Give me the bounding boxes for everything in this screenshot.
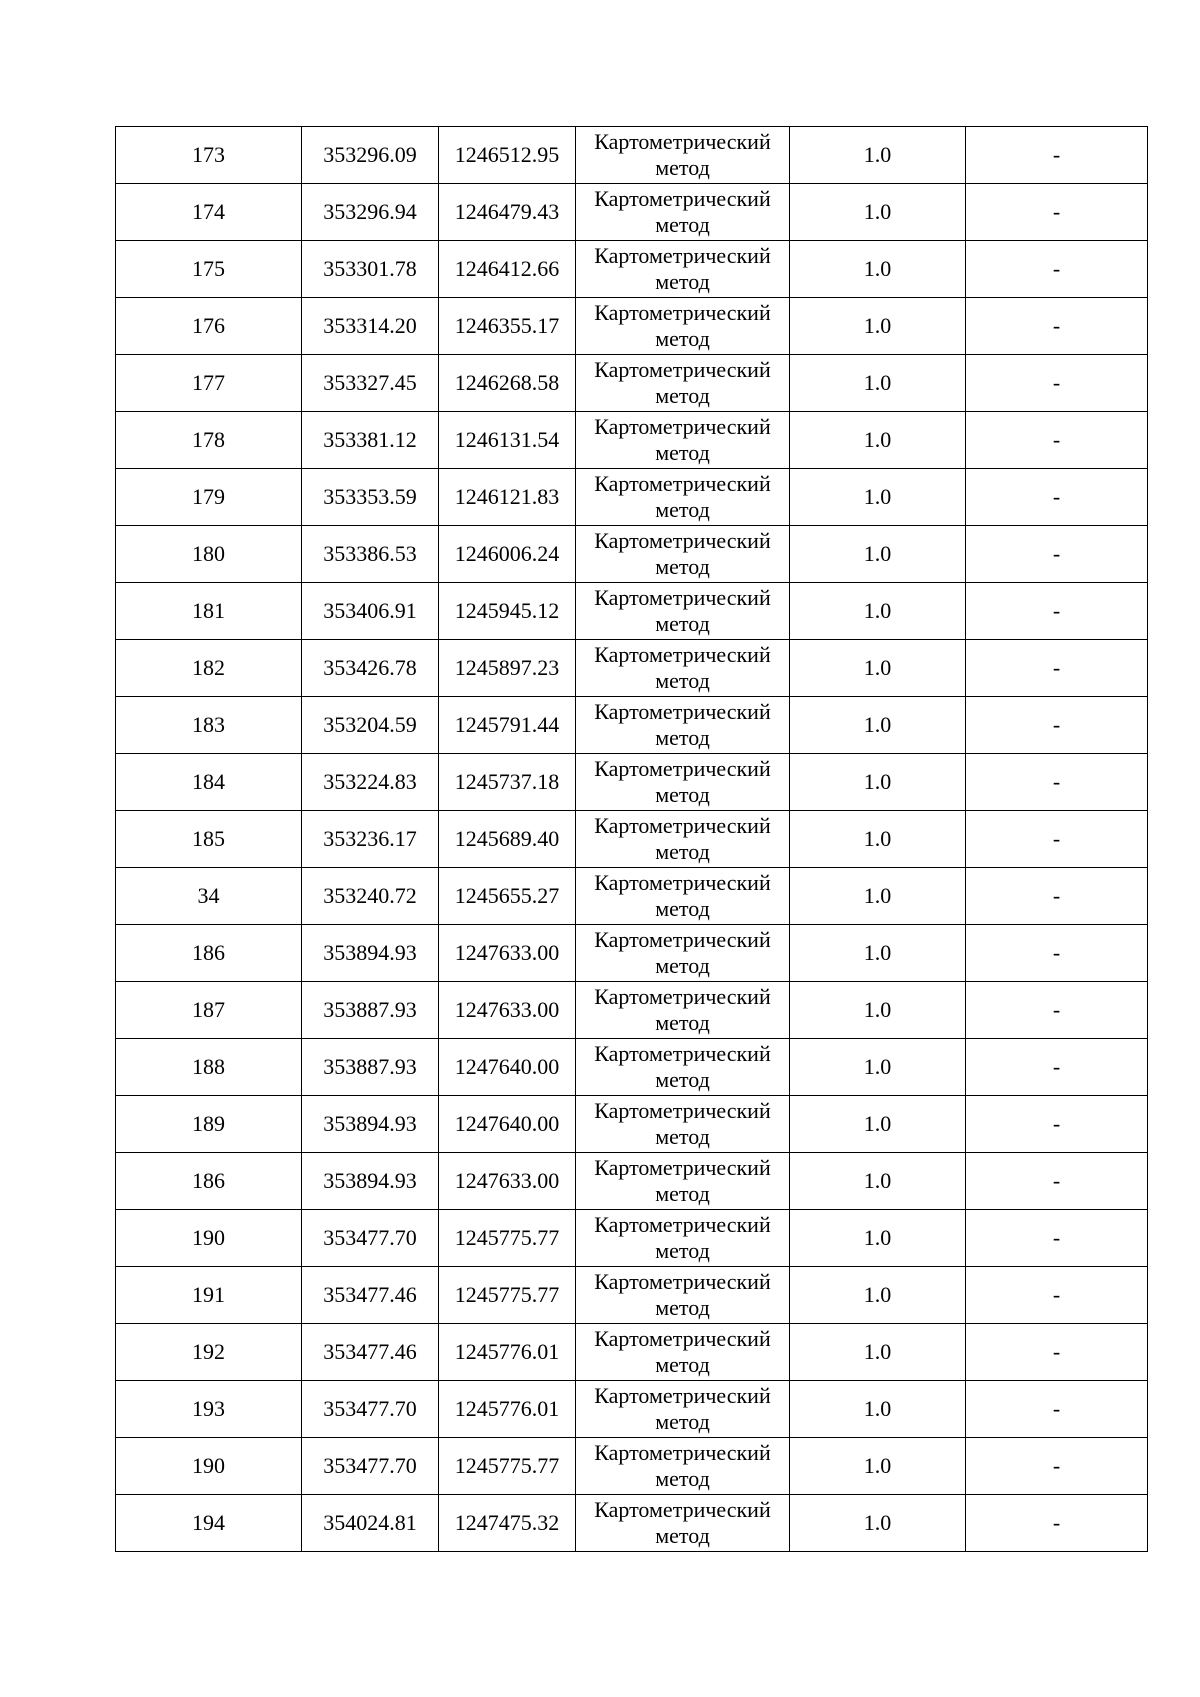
note-cell: - xyxy=(966,1381,1148,1438)
table-row xyxy=(116,469,1148,526)
method-cell xyxy=(576,1381,790,1438)
method-line-1: Картометрический xyxy=(594,300,771,325)
y-coordinate-cell: 1246131.54 xyxy=(439,412,576,469)
method-line-2: метод xyxy=(655,1181,710,1206)
method-line-2: метод xyxy=(655,554,710,579)
accuracy-cell: 1.0 xyxy=(790,982,966,1039)
accuracy-cell: 1.0 xyxy=(790,697,966,754)
method-line-1: Картометрический xyxy=(594,642,771,667)
x-coordinate-cell: 353894.93 xyxy=(302,925,439,982)
y-coordinate-cell: 1245791.44 xyxy=(439,697,576,754)
x-coordinate-cell: 353477.70 xyxy=(302,1438,439,1495)
accuracy-cell: 1.0 xyxy=(790,184,966,241)
point-number-cell: 191 xyxy=(116,1267,302,1324)
note-cell: - xyxy=(966,1096,1148,1153)
y-coordinate-cell: 1247640.00 xyxy=(439,1039,576,1096)
note-cell: - xyxy=(966,526,1148,583)
note-cell: - xyxy=(966,241,1148,298)
point-number-cell: 185 xyxy=(116,811,302,868)
x-coordinate-cell: 353477.46 xyxy=(302,1324,439,1381)
method-line-2: метод xyxy=(655,839,710,864)
y-coordinate-cell: 1247475.32 xyxy=(439,1495,576,1552)
method-line-2: метод xyxy=(655,440,710,465)
table-row xyxy=(116,127,1148,184)
table-row xyxy=(116,1096,1148,1153)
method-line-2: метод xyxy=(655,269,710,294)
method-line-2: метод xyxy=(655,953,710,978)
accuracy-cell: 1.0 xyxy=(790,1210,966,1267)
y-coordinate-cell: 1245945.12 xyxy=(439,583,576,640)
accuracy-cell: 1.0 xyxy=(790,526,966,583)
method-cell xyxy=(576,640,790,697)
point-number-cell: 194 xyxy=(116,1495,302,1552)
accuracy-cell: 1.0 xyxy=(790,1039,966,1096)
note-cell: - xyxy=(966,127,1148,184)
method-line-2: метод xyxy=(655,326,710,351)
method-line-1: Картометрический xyxy=(594,528,771,553)
method-line-1: Картометрический xyxy=(594,471,771,496)
y-coordinate-cell: 1247633.00 xyxy=(439,925,576,982)
point-number-cell: 177 xyxy=(116,355,302,412)
note-cell: - xyxy=(966,868,1148,925)
accuracy-cell: 1.0 xyxy=(790,412,966,469)
point-number-cell: 190 xyxy=(116,1210,302,1267)
y-coordinate-cell: 1245775.77 xyxy=(439,1438,576,1495)
method-cell xyxy=(576,1267,790,1324)
method-line-2: метод xyxy=(655,1409,710,1434)
y-coordinate-cell: 1245775.77 xyxy=(439,1210,576,1267)
method-line-1: Картометрический xyxy=(594,1440,771,1465)
table-row xyxy=(116,640,1148,697)
table-row xyxy=(116,1381,1148,1438)
method-cell xyxy=(576,583,790,640)
accuracy-cell: 1.0 xyxy=(790,1153,966,1210)
method-cell xyxy=(576,127,790,184)
method-line-2: метод xyxy=(655,1352,710,1377)
method-line-2: метод xyxy=(655,611,710,636)
x-coordinate-cell: 353386.53 xyxy=(302,526,439,583)
table-row xyxy=(116,1324,1148,1381)
table-row xyxy=(116,412,1148,469)
y-coordinate-cell: 1246121.83 xyxy=(439,469,576,526)
note-cell: - xyxy=(966,1210,1148,1267)
method-cell xyxy=(576,412,790,469)
point-number-cell: 193 xyxy=(116,1381,302,1438)
table-row xyxy=(116,697,1148,754)
table-row xyxy=(116,298,1148,355)
table-row xyxy=(116,1438,1148,1495)
method-line-1: Картометрический xyxy=(594,129,771,154)
method-line-2: метод xyxy=(655,1295,710,1320)
x-coordinate-cell: 353887.93 xyxy=(302,1039,439,1096)
x-coordinate-cell: 353224.83 xyxy=(302,754,439,811)
table-row xyxy=(116,925,1148,982)
note-cell: - xyxy=(966,925,1148,982)
method-line-2: метод xyxy=(655,1067,710,1092)
method-line-1: Картометрический xyxy=(594,186,771,211)
accuracy-cell: 1.0 xyxy=(790,469,966,526)
method-line-1: Картометрический xyxy=(594,1497,771,1522)
note-cell: - xyxy=(966,811,1148,868)
point-number-cell: 175 xyxy=(116,241,302,298)
method-line-2: метод xyxy=(655,1466,710,1491)
method-line-1: Картометрический xyxy=(594,243,771,268)
note-cell: - xyxy=(966,640,1148,697)
y-coordinate-cell: 1245776.01 xyxy=(439,1324,576,1381)
table-row xyxy=(116,526,1148,583)
x-coordinate-cell: 353296.09 xyxy=(302,127,439,184)
method-line-1: Картометрический xyxy=(594,699,771,724)
point-number-cell: 192 xyxy=(116,1324,302,1381)
note-cell: - xyxy=(966,697,1148,754)
note-cell: - xyxy=(966,298,1148,355)
y-coordinate-cell: 1246512.95 xyxy=(439,127,576,184)
point-number-cell: 188 xyxy=(116,1039,302,1096)
y-coordinate-cell: 1246479.43 xyxy=(439,184,576,241)
method-line-2: метод xyxy=(655,155,710,180)
x-coordinate-cell: 354024.81 xyxy=(302,1495,439,1552)
x-coordinate-cell: 353296.94 xyxy=(302,184,439,241)
point-number-cell: 181 xyxy=(116,583,302,640)
method-line-2: метод xyxy=(655,1523,710,1548)
y-coordinate-cell: 1245655.27 xyxy=(439,868,576,925)
method-line-2: метод xyxy=(655,1010,710,1035)
method-line-1: Картометрический xyxy=(594,870,771,895)
point-number-cell: 176 xyxy=(116,298,302,355)
method-cell xyxy=(576,982,790,1039)
note-cell: - xyxy=(966,583,1148,640)
accuracy-cell: 1.0 xyxy=(790,1438,966,1495)
method-line-2: метод xyxy=(655,725,710,750)
point-number-cell: 190 xyxy=(116,1438,302,1495)
point-number-cell: 184 xyxy=(116,754,302,811)
method-line-1: Картометрический xyxy=(594,414,771,439)
x-coordinate-cell: 353204.59 xyxy=(302,697,439,754)
point-number-cell: 186 xyxy=(116,1153,302,1210)
y-coordinate-cell: 1245897.23 xyxy=(439,640,576,697)
y-coordinate-cell: 1247633.00 xyxy=(439,982,576,1039)
method-line-1: Картометрический xyxy=(594,585,771,610)
method-cell xyxy=(576,868,790,925)
method-line-2: метод xyxy=(655,896,710,921)
y-coordinate-cell: 1245737.18 xyxy=(439,754,576,811)
point-number-cell: 179 xyxy=(116,469,302,526)
method-cell xyxy=(576,241,790,298)
point-number-cell: 186 xyxy=(116,925,302,982)
accuracy-cell: 1.0 xyxy=(790,868,966,925)
y-coordinate-cell: 1246268.58 xyxy=(439,355,576,412)
method-cell xyxy=(576,1324,790,1381)
method-cell xyxy=(576,1210,790,1267)
y-coordinate-cell: 1246006.24 xyxy=(439,526,576,583)
method-cell xyxy=(576,1039,790,1096)
method-line-1: Картометрический xyxy=(594,1383,771,1408)
table-row xyxy=(116,1153,1148,1210)
table-row xyxy=(116,1267,1148,1324)
accuracy-cell: 1.0 xyxy=(790,1267,966,1324)
x-coordinate-cell: 353314.20 xyxy=(302,298,439,355)
point-number-cell: 187 xyxy=(116,982,302,1039)
table-row xyxy=(116,868,1148,925)
point-number-cell: 173 xyxy=(116,127,302,184)
method-cell xyxy=(576,1096,790,1153)
method-cell xyxy=(576,526,790,583)
accuracy-cell: 1.0 xyxy=(790,1096,966,1153)
accuracy-cell: 1.0 xyxy=(790,583,966,640)
x-coordinate-cell: 353381.12 xyxy=(302,412,439,469)
note-cell: - xyxy=(966,469,1148,526)
y-coordinate-cell: 1245689.40 xyxy=(439,811,576,868)
method-line-1: Картометрический xyxy=(594,1155,771,1180)
accuracy-cell: 1.0 xyxy=(790,355,966,412)
y-coordinate-cell: 1245776.01 xyxy=(439,1381,576,1438)
point-number-cell: 189 xyxy=(116,1096,302,1153)
table-row xyxy=(116,1495,1148,1552)
point-number-cell: 180 xyxy=(116,526,302,583)
method-cell xyxy=(576,298,790,355)
x-coordinate-cell: 353426.78 xyxy=(302,640,439,697)
method-line-1: Картометрический xyxy=(594,1041,771,1066)
y-coordinate-cell: 1247633.00 xyxy=(439,1153,576,1210)
method-line-1: Картометрический xyxy=(594,756,771,781)
point-number-cell: 182 xyxy=(116,640,302,697)
method-cell xyxy=(576,1153,790,1210)
x-coordinate-cell: 353240.72 xyxy=(302,868,439,925)
table-row xyxy=(116,754,1148,811)
method-cell xyxy=(576,184,790,241)
method-line-2: метод xyxy=(655,497,710,522)
method-line-1: Картометрический xyxy=(594,1098,771,1123)
accuracy-cell: 1.0 xyxy=(790,1381,966,1438)
method-line-2: метод xyxy=(655,1124,710,1149)
method-cell xyxy=(576,355,790,412)
method-line-2: метод xyxy=(655,212,710,237)
note-cell: - xyxy=(966,1153,1148,1210)
method-cell xyxy=(576,697,790,754)
note-cell: - xyxy=(966,1324,1148,1381)
note-cell: - xyxy=(966,754,1148,811)
table-row xyxy=(116,583,1148,640)
x-coordinate-cell: 353477.70 xyxy=(302,1381,439,1438)
note-cell: - xyxy=(966,184,1148,241)
method-line-1: Картометрический xyxy=(594,1326,771,1351)
x-coordinate-cell: 353887.93 xyxy=(302,982,439,1039)
note-cell: - xyxy=(966,1438,1148,1495)
coordinates-table-body xyxy=(116,127,1148,1552)
accuracy-cell: 1.0 xyxy=(790,754,966,811)
x-coordinate-cell: 353327.45 xyxy=(302,355,439,412)
x-coordinate-cell: 353406.91 xyxy=(302,583,439,640)
method-cell xyxy=(576,754,790,811)
method-cell xyxy=(576,811,790,868)
accuracy-cell: 1.0 xyxy=(790,640,966,697)
table-row xyxy=(116,1210,1148,1267)
note-cell: - xyxy=(966,982,1148,1039)
note-cell: - xyxy=(966,355,1148,412)
method-line-1: Картометрический xyxy=(594,357,771,382)
table-row xyxy=(116,355,1148,412)
accuracy-cell: 1.0 xyxy=(790,1495,966,1552)
table-row xyxy=(116,184,1148,241)
method-cell xyxy=(576,925,790,982)
method-cell xyxy=(576,1495,790,1552)
method-line-1: Картометрический xyxy=(594,1269,771,1294)
accuracy-cell: 1.0 xyxy=(790,925,966,982)
point-number-cell: 174 xyxy=(116,184,302,241)
x-coordinate-cell: 353477.46 xyxy=(302,1267,439,1324)
accuracy-cell: 1.0 xyxy=(790,1324,966,1381)
note-cell: - xyxy=(966,1267,1148,1324)
x-coordinate-cell: 353353.59 xyxy=(302,469,439,526)
note-cell: - xyxy=(966,1039,1148,1096)
x-coordinate-cell: 353894.93 xyxy=(302,1153,439,1210)
point-number-cell: 34 xyxy=(116,868,302,925)
table-row xyxy=(116,811,1148,868)
method-cell xyxy=(576,1438,790,1495)
point-number-cell: 178 xyxy=(116,412,302,469)
y-coordinate-cell: 1246355.17 xyxy=(439,298,576,355)
table-row xyxy=(116,982,1148,1039)
accuracy-cell: 1.0 xyxy=(790,127,966,184)
method-line-2: метод xyxy=(655,782,710,807)
table-row xyxy=(116,241,1148,298)
method-line-2: метод xyxy=(655,383,710,408)
accuracy-cell: 1.0 xyxy=(790,298,966,355)
y-coordinate-cell: 1245775.77 xyxy=(439,1267,576,1324)
x-coordinate-cell: 353236.17 xyxy=(302,811,439,868)
note-cell: - xyxy=(966,1495,1148,1552)
x-coordinate-cell: 353894.93 xyxy=(302,1096,439,1153)
note-cell: - xyxy=(966,412,1148,469)
accuracy-cell: 1.0 xyxy=(790,811,966,868)
method-line-2: метод xyxy=(655,1238,710,1263)
x-coordinate-cell: 353301.78 xyxy=(302,241,439,298)
method-line-1: Картометрический xyxy=(594,984,771,1009)
y-coordinate-cell: 1246412.66 xyxy=(439,241,576,298)
point-number-cell: 183 xyxy=(116,697,302,754)
method-cell xyxy=(576,469,790,526)
method-line-1: Картометрический xyxy=(594,927,771,952)
method-line-1: Картометрический xyxy=(594,813,771,838)
table-row xyxy=(116,1039,1148,1096)
accuracy-cell: 1.0 xyxy=(790,241,966,298)
y-coordinate-cell: 1247640.00 xyxy=(439,1096,576,1153)
x-coordinate-cell: 353477.70 xyxy=(302,1210,439,1267)
coordinates-table xyxy=(115,126,1148,1552)
method-line-1: Картометрический xyxy=(594,1212,771,1237)
method-line-2: метод xyxy=(655,668,710,693)
